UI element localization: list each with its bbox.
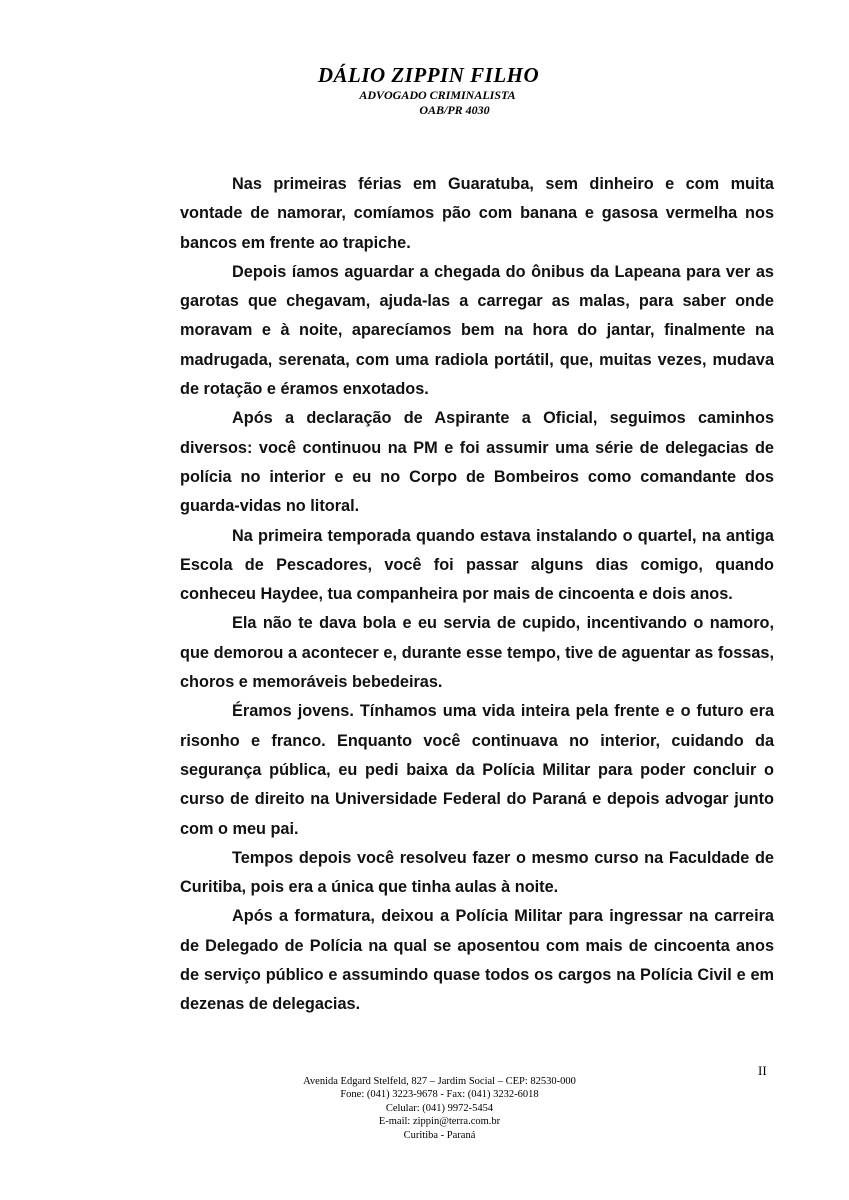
bar-registration: OAB/PR 4030 — [419, 103, 490, 117]
footer-city: Curitiba - Paraná — [403, 1129, 476, 1141]
paragraph: Após a declaração de Aspirante a Oficial, seguimos caminhos diversos: você continuou na PM e foi assumir uma série de delegacias de polícia no interior e eu no Corpo de Bombeiros como comandante dos guarda-vidas no litoral. — [180, 409, 774, 516]
paragraph: Depois íamos aguardar a chegada do ônibus da Lapeana para ver as garotas que chegavam, ajuda-las a carregar as malas, para saber onde moravam e à noite, aparecíamos bem na hora do jantar, finalmente na madrugada, serenata, com uma radiola portátil, que, muitas vezes, mudava de rotação e éramos enxotados. — [180, 262, 774, 399]
footer — [0, 1075, 849, 1142]
paragraph: Nas primeiras férias em Guaratuba, sem dinheiro e com muita vontade de namorar, comíamos pão com banana e gasosa vermelha nos bancos em frente ao trapiche. — [180, 175, 774, 252]
paragraph: Ela não te dava bola e eu servia de cupido, incentivando o namoro, que demorou a acontecer e, durante esse tempo, tive de aguentar as fossas, choros e memoráveis bebedeiras. — [180, 614, 774, 692]
letterhead — [0, 62, 849, 117]
footer-mobile: Celular: (041) 9972-5454 — [385, 1102, 494, 1114]
footer-email: E-mail: zippin@terra.com.br — [378, 1116, 501, 1128]
paragraph: Na primeira temporada quando estava instalando o quartel, na antiga Escola de Pescadores, você foi passar alguns dias comigo, quando conheceu Haydee, tua companheira por mais de cincoenta e dois anos. — [180, 526, 774, 604]
footer-address: Avenida Edgard Stelfeld, 827 – Jardim Social – CEP: 82530-000 — [303, 1076, 576, 1087]
document-body — [180, 170, 774, 1020]
paragraph: Após a formatura, deixou a Polícia Militar para ingressar na carreira de Delegado de Polícia na qual se aposentou com mais de cincoenta anos de serviço público e assumindo quase todos os cargos na Polícia Civil e em dezenas de delegacias. — [180, 907, 774, 1014]
footer-phone: Fone: (041) 3223-9678 - Fax: (041) 3232-6018 — [340, 1089, 539, 1101]
author-name: DÁLIO ZIPPIN FILHO — [317, 63, 540, 87]
paragraph: Tempos depois você resolveu fazer o mesmo curso na Faculdade de Curitiba, pois era a única que tinha aulas à noite. — [180, 848, 774, 897]
author-role: ADVOGADO CRIMINALISTA — [359, 88, 516, 102]
paragraph: Éramos jovens. Tínhamos uma vida inteira pela frente e o futuro era risonho e franco. Enquanto você continuava no interior, cuidando da segurança pública, eu pedi baixa da Polícia Militar para poder concluir o curso de direito na Universidade Federal do Paraná e depois advogar junto com o meu pai. — [180, 702, 774, 838]
page-number: II — [758, 1063, 767, 1078]
